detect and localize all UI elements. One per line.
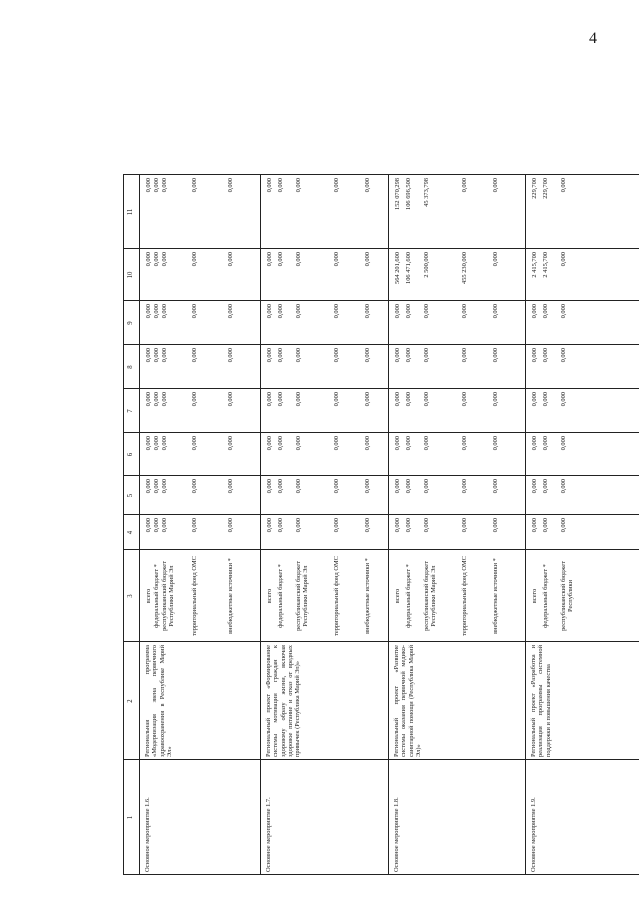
funding-source-label: федеральный бюджет * — [405, 564, 412, 628]
funding-value: 0,000 — [191, 252, 198, 267]
funding-value: 0,000 — [461, 178, 468, 193]
funding-value: 0,000 — [191, 518, 198, 533]
funding-source-label: республиканский бюджет Республики Марий Эл — [295, 559, 310, 631]
funding-value: 0,000 — [364, 304, 371, 319]
program-description: Региональный проект «Формирование системы мотивации граждан к здоровому образу жизни, включая здоровое питание и отказ от вредных привычек (Республика Марий Эл)» — [265, 643, 302, 757]
funding-source-label: федеральный бюджет * — [277, 564, 284, 628]
column-border — [123, 874, 639, 875]
funding-value: 0,000 — [277, 304, 284, 319]
row-border — [139, 175, 140, 875]
funding-value: 106 696,500 — [405, 178, 412, 210]
funding-value: 0,000 — [333, 479, 340, 494]
column-border — [123, 549, 639, 550]
funding-value: 0,000 — [560, 518, 567, 533]
activity-title: Основное мероприятие 1.6. — [144, 797, 151, 872]
funding-value: 2 500,000 — [423, 252, 430, 278]
funding-value: 0,000 — [423, 348, 430, 363]
funding-value: 0,000 — [266, 479, 273, 494]
funding-value: 0,000 — [295, 479, 302, 494]
funding-value: 0,000 — [394, 479, 401, 494]
funding-value: 0,000 — [405, 348, 412, 363]
funding-value: 0,000 — [333, 518, 340, 533]
funding-value: 564 201,600 — [394, 252, 401, 284]
column-header: 4 — [127, 530, 134, 535]
column-border — [123, 344, 639, 345]
funding-value: 0,000 — [492, 436, 499, 451]
column-border — [123, 300, 639, 301]
funding-source-label: республиканский бюджет Республики — [560, 559, 575, 631]
rotated-budget-table — [123, 25, 639, 875]
funding-value: 229,700 — [531, 178, 538, 199]
funding-value: 106 471,600 — [405, 252, 412, 284]
funding-value: 0,000 — [145, 304, 152, 319]
column-border — [123, 388, 639, 389]
column-border — [123, 475, 639, 476]
funding-value: 0,000 — [423, 392, 430, 407]
funding-value: 0,000 — [364, 479, 371, 494]
column-border — [123, 514, 639, 515]
column-header: 10 — [127, 271, 134, 279]
funding-value: 0,000 — [333, 252, 340, 267]
funding-value: 0,000 — [394, 392, 401, 407]
funding-value: 2 415,700 — [531, 252, 538, 278]
funding-value: 0,000 — [333, 348, 340, 363]
funding-value: 0,000 — [461, 518, 468, 533]
funding-value: 0,000 — [227, 479, 234, 494]
funding-value: 0,000 — [542, 479, 549, 494]
column-header: 8 — [127, 365, 134, 369]
funding-value: 0,000 — [560, 436, 567, 451]
funding-value: 0,000 — [227, 518, 234, 533]
funding-value: 0,000 — [153, 252, 160, 267]
funding-value: 0,000 — [266, 436, 273, 451]
funding-source-label: федеральный бюджет * — [542, 564, 549, 628]
funding-value: 0,000 — [423, 479, 430, 494]
funding-value: 0,000 — [531, 518, 538, 533]
funding-value: 0,000 — [461, 436, 468, 451]
funding-source-label: внебюджетные источники * — [364, 558, 371, 634]
funding-value: 0,000 — [191, 392, 198, 407]
funding-value: 0,000 — [542, 518, 549, 533]
funding-value: 0,000 — [333, 436, 340, 451]
program-description: Региональная программа «Модернизация звена первичного здравоохранения в Республике Марий Эл» — [144, 643, 174, 757]
funding-value: 0,000 — [531, 304, 538, 319]
funding-value: 0,000 — [153, 348, 160, 363]
funding-value: 0,000 — [266, 252, 273, 267]
column-border — [123, 641, 639, 642]
funding-value: 0,000 — [153, 436, 160, 451]
funding-value: 0,000 — [266, 178, 273, 193]
funding-value: 0,000 — [145, 518, 152, 533]
funding-value: 0,000 — [277, 518, 284, 533]
funding-value: 0,000 — [531, 392, 538, 407]
column-header: 7 — [127, 409, 134, 413]
column-header: 2 — [127, 699, 134, 703]
funding-value: 0,000 — [492, 252, 499, 267]
row-border — [123, 175, 124, 875]
funding-value: 0,000 — [153, 304, 160, 319]
funding-value: 0,000 — [295, 252, 302, 267]
column-border — [123, 432, 639, 433]
funding-value: 0,000 — [161, 392, 168, 407]
funding-value: 0,000 — [277, 392, 284, 407]
funding-source-label: федеральный бюджет * — [153, 564, 160, 628]
funding-value: 0,000 — [394, 304, 401, 319]
funding-value: 0,000 — [277, 348, 284, 363]
funding-source-label: всего — [394, 588, 401, 604]
funding-value: 0,000 — [145, 479, 152, 494]
funding-value: 0,000 — [492, 518, 499, 533]
activity-title: Основное мероприятие 1.7. — [265, 797, 272, 872]
funding-value: 0,000 — [145, 178, 152, 193]
funding-value: 0,000 — [227, 304, 234, 319]
funding-value: 0,000 — [364, 518, 371, 533]
funding-source-label: республиканский бюджет Республики Марий Эл — [423, 559, 438, 631]
funding-value: 0,000 — [560, 479, 567, 494]
funding-source-label: внебюджетные источники * — [492, 558, 499, 634]
funding-value: 0,000 — [461, 348, 468, 363]
funding-value: 0,000 — [542, 392, 549, 407]
funding-value: 0,000 — [560, 252, 567, 267]
funding-value: 0,000 — [266, 348, 273, 363]
funding-source-label: всего — [145, 588, 152, 604]
funding-value: 0,000 — [227, 252, 234, 267]
funding-value: 0,000 — [394, 436, 401, 451]
column-border — [123, 174, 639, 175]
funding-value: 45 373,798 — [423, 178, 430, 207]
funding-value: 0,000 — [161, 252, 168, 267]
funding-value: 0,000 — [542, 304, 549, 319]
funding-value: 0,000 — [405, 304, 412, 319]
funding-value: 152 070,298 — [394, 178, 401, 210]
funding-value: 0,000 — [560, 392, 567, 407]
funding-value: 0,000 — [492, 348, 499, 363]
funding-value: 0,000 — [531, 348, 538, 363]
funding-value: 0,000 — [277, 479, 284, 494]
funding-value: 0,000 — [394, 348, 401, 363]
funding-value: 0,000 — [542, 348, 549, 363]
column-border — [123, 248, 639, 249]
funding-value: 0,000 — [560, 304, 567, 319]
funding-value: 0,000 — [227, 436, 234, 451]
funding-value: 0,000 — [461, 479, 468, 494]
funding-value: 0,000 — [405, 479, 412, 494]
funding-value: 0,000 — [227, 392, 234, 407]
funding-value: 0,000 — [333, 178, 340, 193]
funding-source-label: всего — [531, 588, 538, 604]
funding-value: 0,000 — [405, 436, 412, 451]
funding-value: 0,000 — [227, 178, 234, 193]
funding-value: 0,000 — [191, 436, 198, 451]
funding-value: 0,000 — [405, 392, 412, 407]
column-header: 9 — [127, 321, 134, 325]
funding-value: 0,000 — [295, 436, 302, 451]
funding-value: 455 230,000 — [461, 252, 468, 284]
activity-title: Основное мероприятие 1.9. — [530, 797, 537, 872]
program-description: Региональный проект «Развитие системы оказания первичной медико-санитарной помощи (Республика Марий Эл)» — [393, 643, 423, 757]
funding-value: 0,000 — [492, 178, 499, 193]
funding-value: 0,000 — [145, 348, 152, 363]
funding-value: 0,000 — [161, 304, 168, 319]
funding-value: 0,000 — [423, 304, 430, 319]
funding-value: 0,000 — [333, 392, 340, 407]
funding-value: 229,700 — [542, 178, 549, 199]
column-border — [123, 759, 639, 760]
funding-value: 0,000 — [531, 436, 538, 451]
row-border — [260, 175, 261, 875]
funding-value: 0,000 — [295, 392, 302, 407]
funding-value: 0,000 — [492, 392, 499, 407]
funding-value: 0,000 — [423, 436, 430, 451]
funding-source-label: территориальный фонд ОМС — [461, 556, 468, 636]
funding-value: 0,000 — [266, 304, 273, 319]
funding-value: 0,000 — [295, 518, 302, 533]
funding-source-label: территориальный фонд ОМС — [333, 556, 340, 636]
funding-value: 0,000 — [145, 252, 152, 267]
funding-value: 0,000 — [161, 178, 168, 193]
column-header: 11 — [127, 208, 134, 216]
funding-value: 0,000 — [531, 479, 538, 494]
funding-value: 0,000 — [227, 348, 234, 363]
funding-value: 0,000 — [153, 479, 160, 494]
column-header: 6 — [127, 452, 134, 457]
program-description: Региональный проект «Разработка и реализация программы системной поддержки и повышения качества — [530, 643, 552, 757]
row-border — [388, 175, 389, 875]
row-border — [525, 175, 526, 875]
funding-source-label: всего — [266, 588, 273, 604]
funding-value: 0,000 — [266, 518, 273, 533]
funding-value: 0,000 — [295, 348, 302, 363]
funding-value: 0,000 — [266, 392, 273, 407]
funding-source-label: республиканский бюджет Республики Марий Эл — [161, 559, 176, 631]
activity-title: Основное мероприятие 1.8. — [393, 797, 400, 872]
funding-value: 0,000 — [277, 178, 284, 193]
funding-value: 0,000 — [423, 518, 430, 533]
funding-value: 0,000 — [153, 392, 160, 407]
funding-value: 0,000 — [153, 518, 160, 533]
funding-value: 0,000 — [364, 348, 371, 363]
funding-value: 0,000 — [145, 436, 152, 451]
funding-value: 0,000 — [560, 178, 567, 193]
funding-value: 0,000 — [492, 304, 499, 319]
funding-source-label: территориальный фонд ОМС — [191, 556, 198, 636]
funding-value: 0,000 — [560, 348, 567, 363]
page-number: 4 — [589, 30, 597, 47]
column-header: 3 — [127, 594, 134, 598]
funding-value: 0,000 — [492, 479, 499, 494]
funding-value: 0,000 — [161, 436, 168, 451]
funding-value: 0,000 — [364, 252, 371, 267]
funding-value: 0,000 — [364, 178, 371, 193]
funding-value: 0,000 — [277, 252, 284, 267]
funding-value: 0,000 — [405, 518, 412, 533]
funding-value: 2 415,700 — [542, 252, 549, 278]
funding-value: 0,000 — [461, 304, 468, 319]
column-header: 1 — [127, 815, 134, 820]
funding-value: 0,000 — [364, 436, 371, 451]
funding-value: 0,000 — [191, 304, 198, 319]
funding-value: 0,000 — [191, 479, 198, 494]
funding-value: 0,000 — [542, 436, 549, 451]
column-header: 5 — [127, 493, 134, 498]
funding-value: 0,000 — [295, 304, 302, 319]
funding-value: 0,000 — [191, 348, 198, 363]
funding-source-label: внебюджетные источники * — [227, 558, 234, 634]
funding-value: 0,000 — [394, 518, 401, 533]
funding-value: 0,000 — [153, 178, 160, 193]
funding-value: 0,000 — [191, 178, 198, 193]
funding-value: 0,000 — [161, 348, 168, 363]
funding-value: 0,000 — [295, 178, 302, 193]
funding-value: 0,000 — [145, 392, 152, 407]
funding-value: 0,000 — [277, 436, 284, 451]
funding-value: 0,000 — [333, 304, 340, 319]
funding-value: 0,000 — [364, 392, 371, 407]
funding-value: 0,000 — [161, 518, 168, 533]
funding-value: 0,000 — [461, 392, 468, 407]
funding-value: 0,000 — [161, 479, 168, 494]
